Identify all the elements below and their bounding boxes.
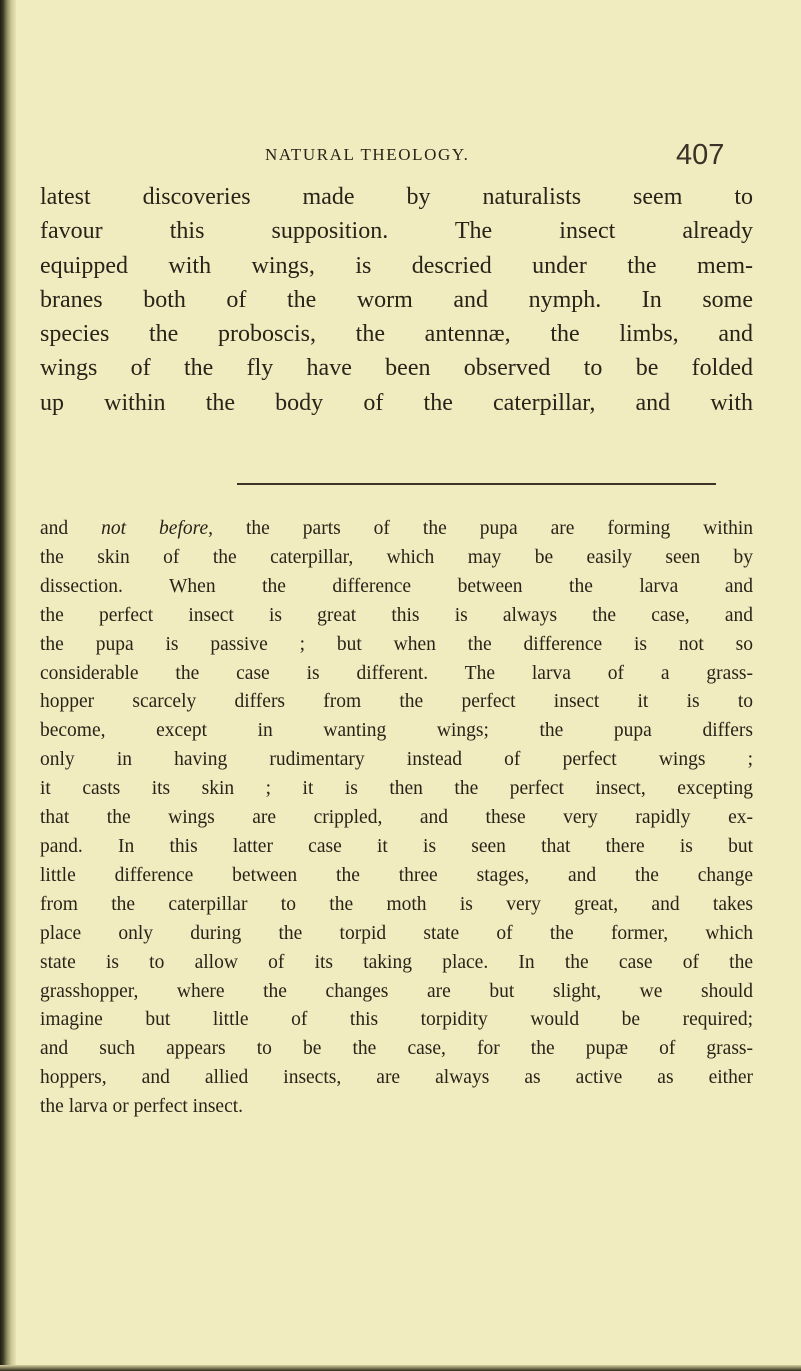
footnote-line: hoppers, and allied insects, are always as active as either — [40, 1067, 753, 1089]
footnote-line: state is to allow of its taking place. In the case of the — [40, 951, 753, 973]
footnote-block — [40, 515, 753, 1122]
footnote-line: the pupa is passive ; but when the difference is not so — [40, 633, 753, 655]
main-text-line: branes both of the worm and nymph. In some — [40, 286, 753, 313]
footnote-line: that the wings are crippled, and these very rapidly ex- — [40, 807, 753, 829]
running-title: NATURAL THEOLOGY. — [265, 145, 470, 164]
footnote-line: from the caterpillar to the moth is very great, and takes — [40, 893, 753, 915]
footnote-italic-phrase: not before, — [101, 518, 214, 539]
footnote-rule — [237, 483, 716, 485]
footnote-line: hopper scarcely differs from the perfect insect it is to — [40, 691, 753, 713]
footnote-first-line-rest: the parts of the pupa are forming within — [213, 518, 754, 539]
footnote-first-line — [40, 515, 753, 544]
main-text-line: latest discoveries made by naturalists seem to — [40, 184, 753, 210]
main-text-line: species the proboscis, the antennæ, the limbs, and — [40, 321, 753, 348]
footnote-line: pand. In this latter case it is seen that there is but — [40, 835, 753, 857]
footnote-line: become, except in wanting wings; the pupa differs — [40, 720, 753, 742]
footnote-line: considerable the case is different. The larva of a grass- — [40, 662, 753, 684]
main-text-block — [40, 180, 753, 420]
page-number: 407 — [676, 139, 725, 171]
page-bottom-edge — [0, 1365, 801, 1371]
footnote-line: only in having rudimentary instead of perfect wings ; — [40, 749, 753, 771]
footnote-line: place only during the torpid state of the former, which — [40, 922, 753, 944]
footnote-line: grasshopper, where the changes are but slight, we should — [40, 980, 753, 1002]
footnote-line: it casts its skin ; it is then the perfect insect, excepting — [40, 778, 753, 800]
footnote-line: imagine but little of this torpidity would be required; — [40, 1009, 753, 1031]
running-head — [265, 139, 755, 169]
footnote-line: little difference between the three stages, and the change — [40, 864, 753, 886]
footnote-line: dissection. When the difference between the larva and — [40, 575, 753, 597]
footnote-line: the perfect insect is great this is always the case, and — [40, 604, 753, 626]
footnote-line: the skin of the caterpillar, which may be easily seen by — [40, 546, 753, 568]
footnote-line: and such appears to be the case, for the pupæ of grass- — [40, 1038, 753, 1060]
main-text-line: equipped with wings, is descried under the mem- — [40, 252, 753, 279]
footnote-first-line-start: and — [40, 518, 102, 539]
main-text-line: wings of the fly have been observed to be folded — [40, 355, 753, 382]
footnote-line: the larva or perfect insect. — [40, 1096, 244, 1118]
page-binding-edge — [0, 0, 16, 1371]
main-text-line: favour this supposition. The insect already — [40, 218, 753, 245]
main-text-line: up within the body of the caterpillar, and with — [40, 389, 753, 416]
